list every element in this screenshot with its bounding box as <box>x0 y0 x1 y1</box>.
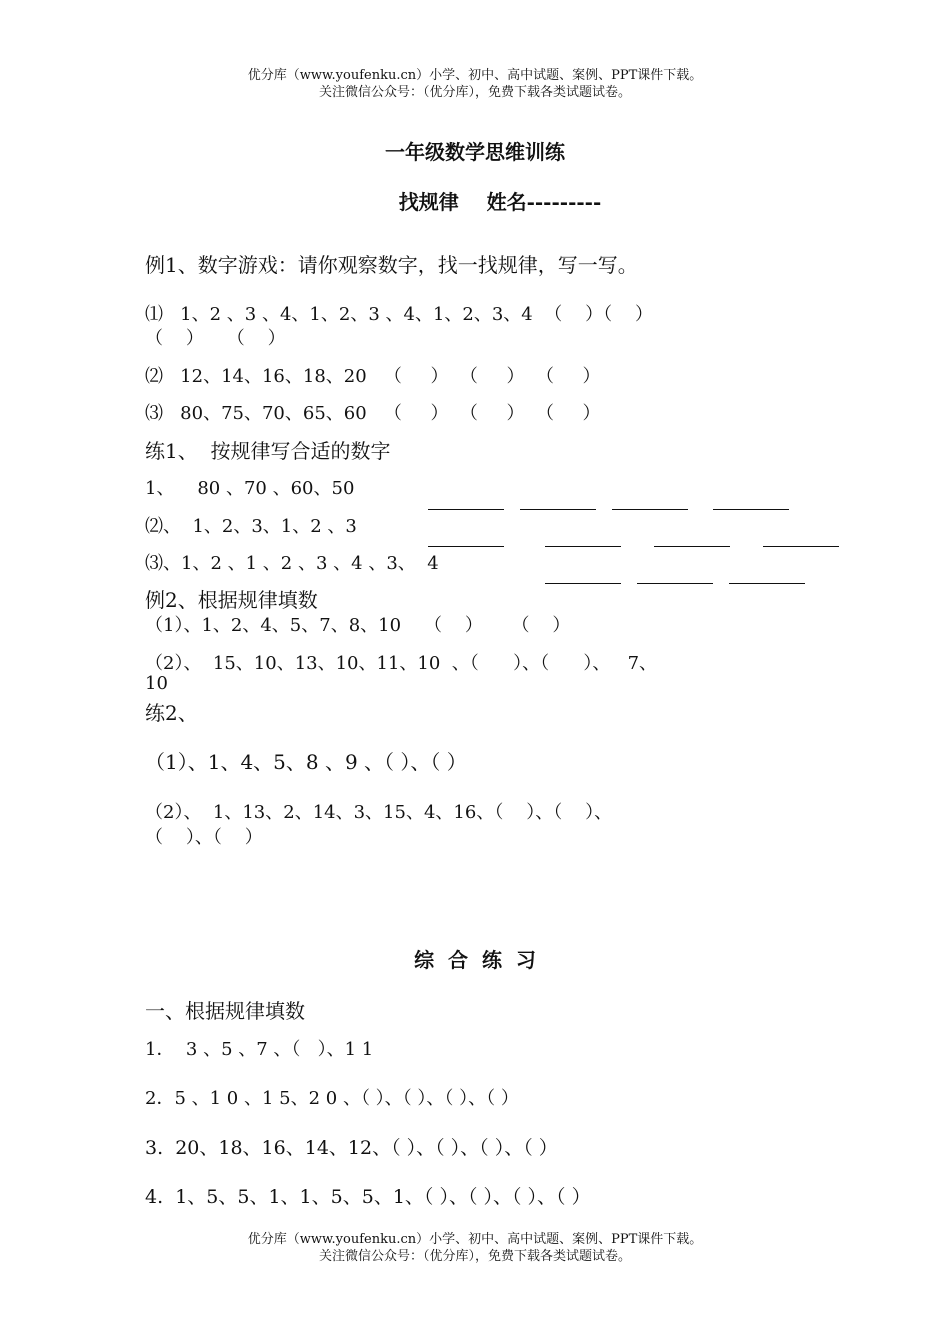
page-subtitle: 找规律 姓名--------- <box>398 190 602 214</box>
practice1-heading: 练1、 按规律写合适的数字 <box>145 439 391 463</box>
practice1-q1: 1、 80 、70 、60、50 <box>145 478 355 499</box>
practice2-q2-line1: （2）、 1、13、2、14、3、15、4、16、（ ）、（ ）、 <box>145 802 613 823</box>
practice1-q2: ⑵、 1、2、3、1、2 、3 <box>145 516 357 537</box>
comprehensive-section1: 一、根据规律填数 <box>145 999 305 1023</box>
answer-blank[interactable] <box>713 509 789 510</box>
practice1-q3: ⑶、1、2 、1 、2 、3 、4 、3、 4 <box>145 553 439 574</box>
answer-blank[interactable] <box>520 509 596 510</box>
comprehensive-q3: 3. 20、18、16、14、12、（ ）、（ ）、（ ）、（ ） <box>145 1137 558 1159</box>
answer-blank[interactable] <box>428 546 504 547</box>
practice2-q2-line2: （ ）、（ ） <box>145 827 263 848</box>
footer-line-2: 关注微信公众号：（优分库），免费下载各类试题试卷。 <box>318 1249 631 1264</box>
example2-q2-line2: 10 <box>145 673 168 694</box>
answer-blank[interactable] <box>545 546 621 547</box>
answer-blank[interactable] <box>545 583 621 584</box>
page-title: 一年级数学思维训练 <box>385 140 565 164</box>
page-footer <box>0 1231 950 1265</box>
practice2-heading: 练2、 <box>145 701 198 725</box>
example1-q1-line1: ⑴ 1、2 、3 、4、1、2、3 、4、1、2、3、4 （ ）（ ） <box>145 304 653 325</box>
practice2-q1: （1）、1、4、5、8 、9 、（ ）、（ ） <box>145 750 467 774</box>
page-header <box>0 67 950 101</box>
example2-q1: （1）、1、2、4、5、7、8、10 （ ） （ ） <box>145 615 571 636</box>
answer-blank[interactable] <box>637 583 713 584</box>
example1-heading: 例1、数字游戏：请你观察数字，找一找规律，写一写。 <box>145 253 638 277</box>
answer-blank[interactable] <box>763 546 839 547</box>
answer-blank[interactable] <box>428 509 504 510</box>
example1-q1-line2: （ ） （ ） <box>145 328 286 349</box>
answer-blank[interactable] <box>729 583 805 584</box>
header-line-1: 优分库（www.youfenku.cn）小学、初中、高中试题、案例、PPT课件下载。 <box>247 68 703 83</box>
example2-q2-line1: （2）、 15、10、13、10、11、10 、（ ）、（ ）、 7、 <box>145 653 658 674</box>
answer-blank[interactable] <box>654 546 730 547</box>
footer-line-1: 优分库（www.youfenku.cn）小学、初中、高中试题、案例、PPT课件下载。 <box>247 1232 703 1247</box>
example2-heading: 例2、根据规律填数 <box>145 588 318 612</box>
comprehensive-q2: 2．5 、1 0 、1 5、2 0 、（ ）、（ ）、（ ）、（ ） <box>145 1088 519 1109</box>
answer-blank[interactable] <box>612 509 688 510</box>
comprehensive-q4: 4. 1、5、5、1、1、5、5、1、（ ）、（ ）、（ ）、（ ） <box>145 1186 591 1208</box>
comprehensive-q1: 1． 3 、5 、7 、（ ）、1 1 <box>145 1039 374 1060</box>
section-title-comprehensive: 综 合 练 习 <box>414 948 536 972</box>
example1-q2: ⑵ 12、14、16、18、20 （ ） （ ） （ ） <box>145 366 601 387</box>
header-line-2: 关注微信公众号：（优分库），免费下载各类试题试卷。 <box>318 85 631 100</box>
example1-q3: ⑶ 80、75、70、65、60 （ ） （ ） （ ） <box>145 403 601 424</box>
